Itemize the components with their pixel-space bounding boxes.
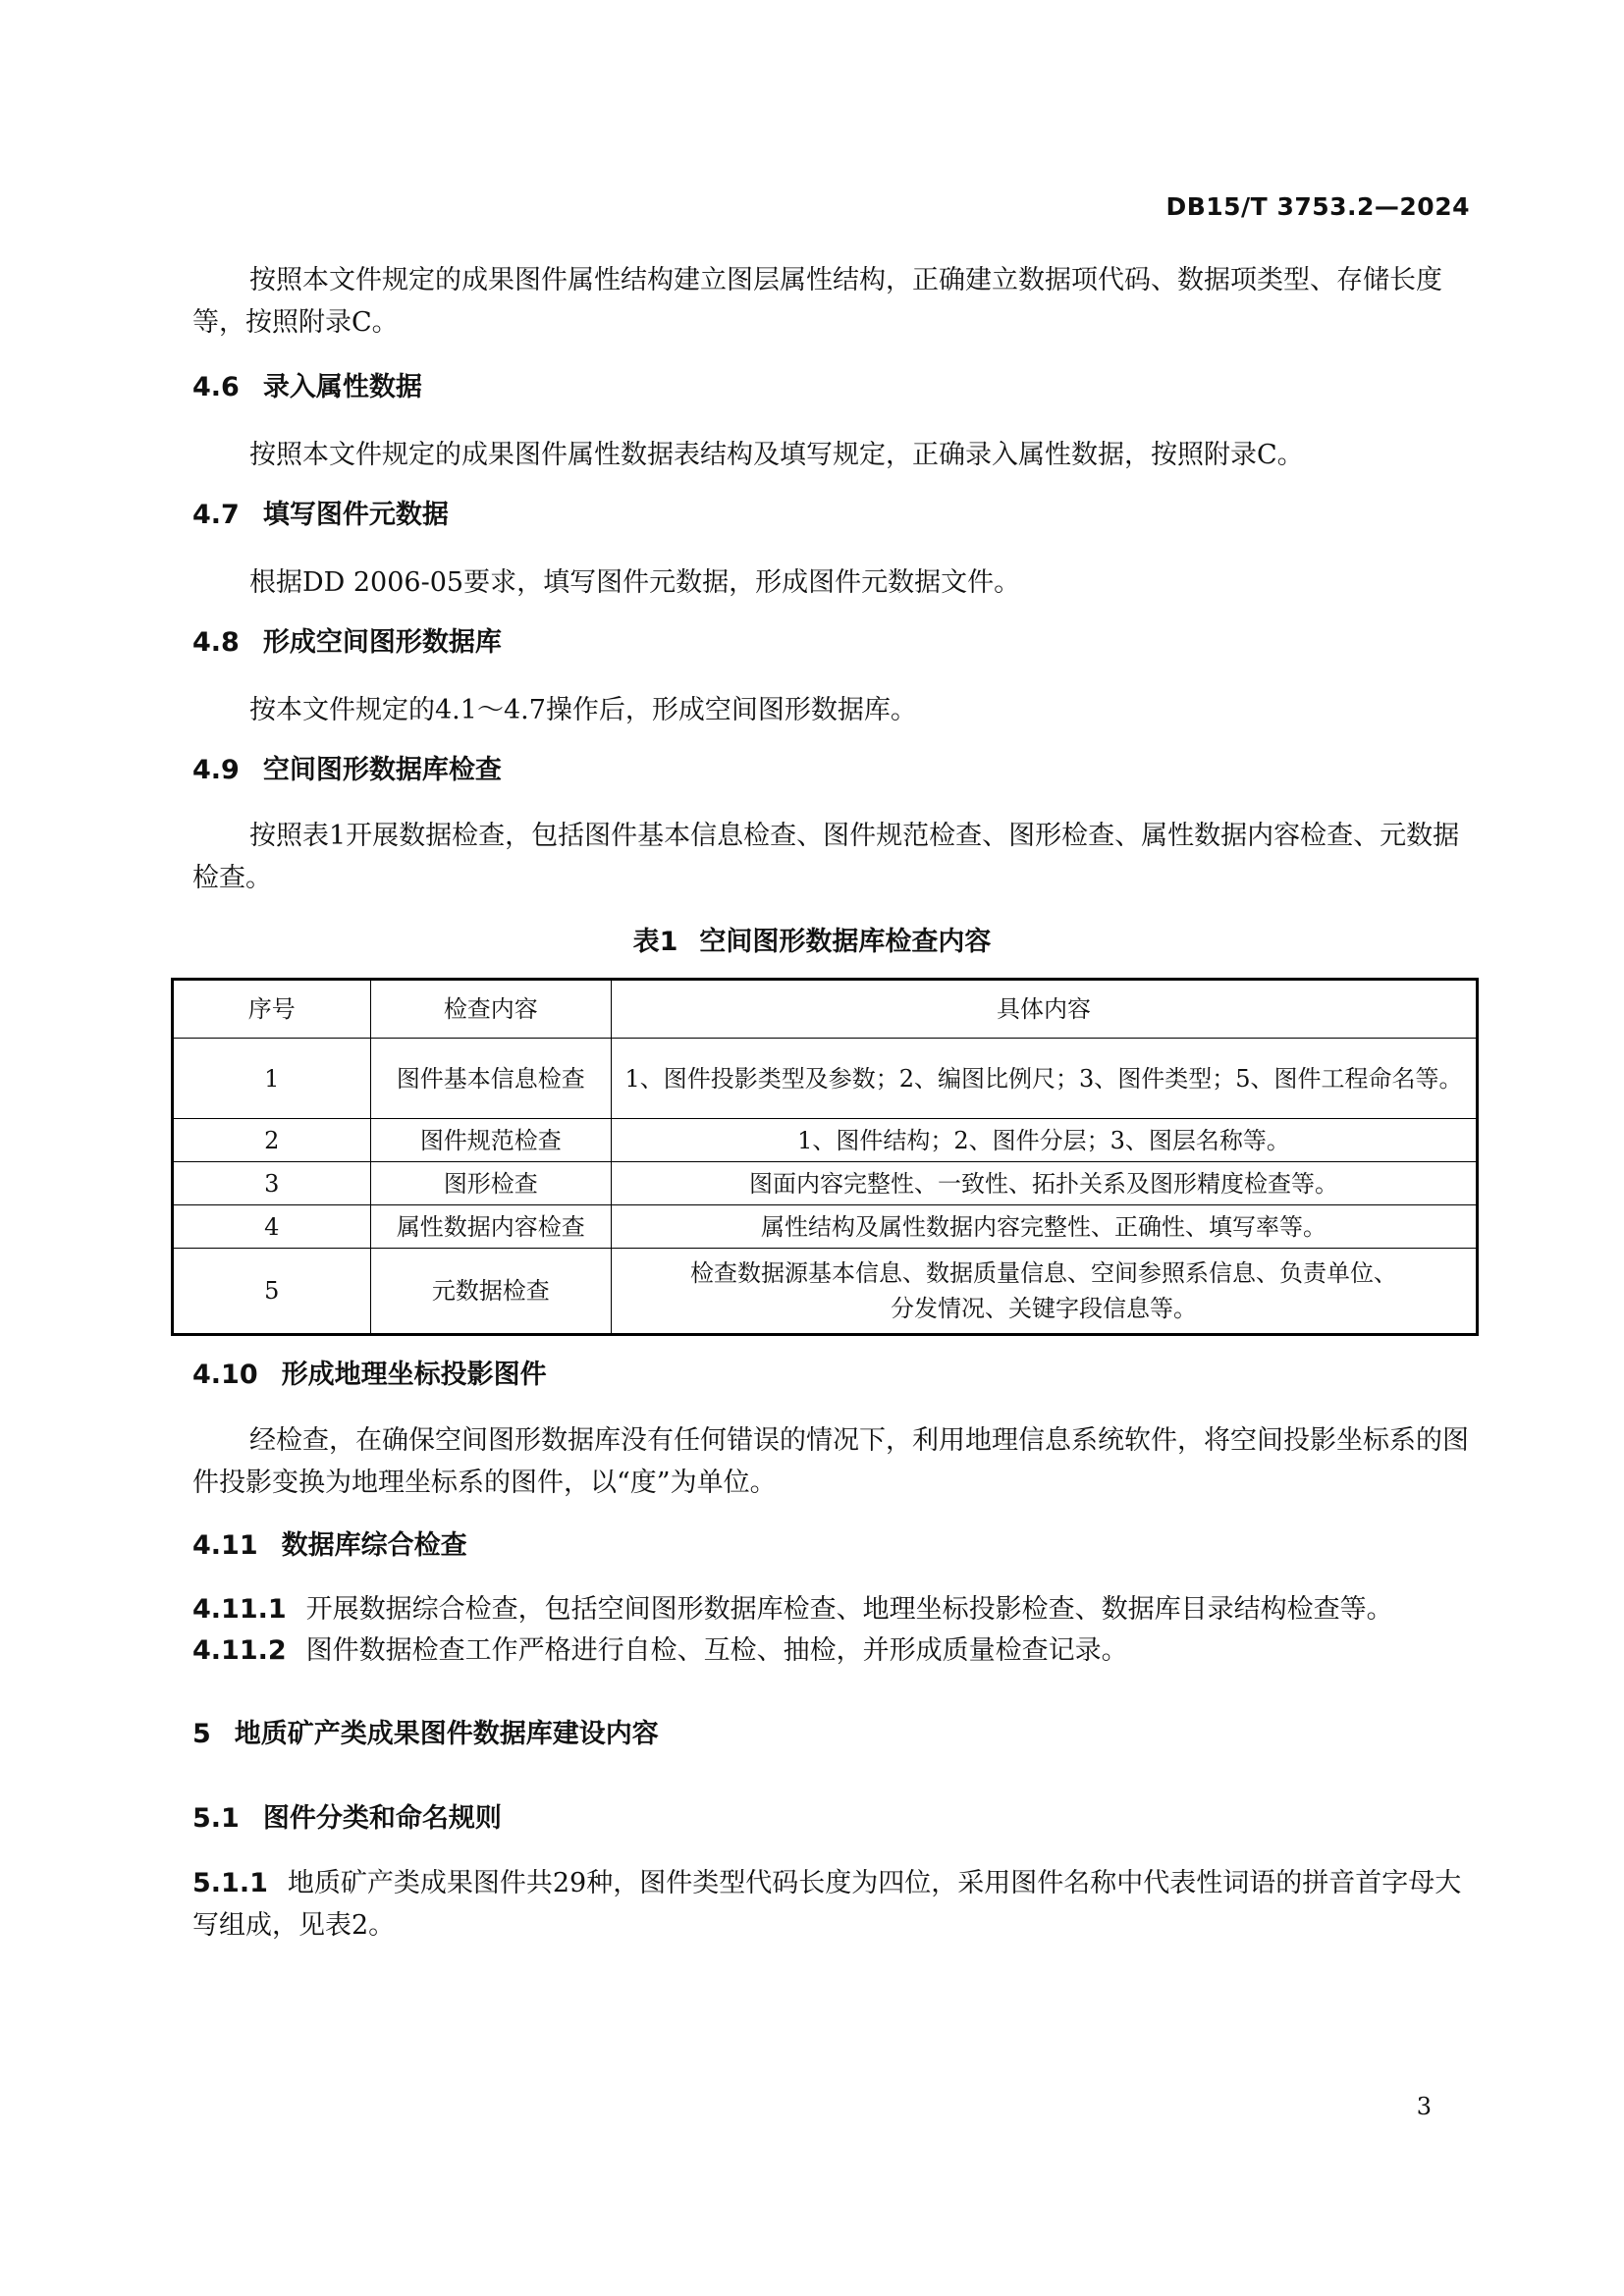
- section-number: 4.7: [192, 500, 240, 530]
- section-number: 4.9: [192, 755, 240, 785]
- clause-4-11-2: [192, 1629, 1479, 1672]
- table-title: 空间图形数据库检查内容: [699, 927, 992, 957]
- section-heading-4-8: [192, 626, 502, 660]
- section-number: 4.10: [192, 1360, 258, 1390]
- section-number: 4.8: [192, 627, 240, 658]
- clause-text: 开展数据综合检查，包括空间图形数据库检查、地理坐标投影检查、数据库目录结构检查等。: [305, 1594, 1393, 1625]
- table-row: [173, 1039, 1478, 1119]
- clause-number: 4.11.2: [192, 1635, 287, 1666]
- table-number: 表1: [632, 927, 678, 957]
- chapter-title: 地质矿产类成果图件数据库建设内容: [234, 1719, 659, 1749]
- section-title: 形成地理坐标投影图件: [281, 1360, 547, 1390]
- section-title: 形成空间图形数据库: [262, 627, 502, 658]
- cell-content-line: 分发情况、关键字段信息等。: [891, 1295, 1198, 1322]
- chapter-number: 5: [192, 1719, 211, 1749]
- cell-item: 图件基本信息检查: [370, 1039, 611, 1119]
- clause-5-1-1: [192, 1862, 1479, 1947]
- section-heading-4-9: [192, 754, 502, 787]
- header-cell-no: 序号: [173, 980, 371, 1039]
- section-body-4-9: 按照表1开展数据检查，包括图件基本信息检查、图件规范检查、图形检查、属性数据内容检查、元数据检查。: [192, 821, 1460, 893]
- cell-item: 属性数据内容检查: [370, 1205, 611, 1249]
- cell-content: 1、图件结构；2、图件分层；3、图层名称等。: [612, 1119, 1478, 1162]
- section-title: 填写图件元数据: [262, 500, 449, 530]
- section-title: 录入属性数据: [262, 372, 422, 402]
- cell-content: 属性结构及属性数据内容完整性、正确性、填写率等。: [612, 1205, 1478, 1249]
- inspection-table: [171, 978, 1479, 1336]
- clause-number: 5.1.1: [192, 1868, 268, 1898]
- section-heading-4-11: [192, 1529, 467, 1563]
- section-body-4-8: 按本文件规定的4.1～4.7操作后，形成空间图形数据库。: [249, 695, 917, 725]
- cell-no: 5: [173, 1249, 371, 1335]
- table-row: [173, 1162, 1478, 1205]
- header-cell-content: 具体内容: [612, 980, 1478, 1039]
- table-row: [173, 1119, 1478, 1162]
- section-number: 5.1: [192, 1803, 240, 1834]
- section-heading-4-6: [192, 371, 422, 404]
- intro-paragraph: 按照本文件规定的成果图件属性结构建立图层属性结构，正确建立数据项代码、数据项类型、存储长度等，按照附录C。: [192, 265, 1442, 338]
- clause-number: 4.11.1: [192, 1594, 287, 1625]
- section-body-4-10: 经检查，在确保空间图形数据库没有任何错误的情况下，利用地理信息系统软件，将空间投影坐标系的图件投影变换为地理坐标系的图件，以“度”为单位。: [192, 1425, 1469, 1498]
- table-row: [173, 1205, 1478, 1249]
- section-title: 数据库综合检查: [281, 1530, 467, 1561]
- clause-text: 地质矿产类成果图件共29种，图件类型代码长度为四位，采用图件名称中代表性词语的拼音首字母大写组成，见表2。: [192, 1868, 1462, 1941]
- cell-item: 元数据检查: [370, 1249, 611, 1335]
- cell-item: 图形检查: [370, 1162, 611, 1205]
- cell-no: 1: [173, 1039, 371, 1119]
- page-number: 3: [1416, 2093, 1432, 2120]
- section-number: 4.6: [192, 372, 240, 402]
- table-row: [173, 1249, 1478, 1335]
- section-title: 空间图形数据库检查: [262, 755, 502, 785]
- document-id: DB15/T 3753.2—2024: [1165, 192, 1470, 221]
- cell-no: 4: [173, 1205, 371, 1249]
- section-heading-4-10: [192, 1359, 547, 1392]
- section-heading-4-7: [192, 499, 449, 532]
- cell-content: 图面内容完整性、一致性、拓扑关系及图形精度检查等。: [612, 1162, 1478, 1205]
- cell-item: 图件规范检查: [370, 1119, 611, 1162]
- cell-no: 3: [173, 1162, 371, 1205]
- cell-content: 1、图件投影类型及参数；2、编图比例尺；3、图件类型；5、图件工程命名等。: [612, 1039, 1478, 1119]
- cell-content: [612, 1249, 1478, 1335]
- table-caption: [0, 920, 1624, 958]
- section-number: 4.11: [192, 1530, 258, 1561]
- chapter-heading-5: [192, 1718, 659, 1751]
- clause-text: 图件数据检查工作严格进行自检、互检、抽检，并形成质量检查记录。: [305, 1635, 1128, 1666]
- table-header-row: [173, 980, 1478, 1039]
- section-heading-5-1: [192, 1802, 502, 1836]
- cell-content-line: 检查数据源基本信息、数据质量信息、空间参照系信息、负责单位、: [690, 1259, 1398, 1287]
- section-title: 图件分类和命名规则: [262, 1803, 502, 1834]
- cell-no: 2: [173, 1119, 371, 1162]
- section-body-4-6: 按照本文件规定的成果图件属性数据表结构及填写规定，正确录入属性数据，按照附录C。: [249, 440, 1304, 470]
- clause-4-11-1: [192, 1588, 1479, 1630]
- section-body-4-7: 根据DD 2006-05要求，填写图件元数据，形成图件元数据文件。: [249, 567, 1021, 598]
- header-cell-item: 检查内容: [370, 980, 611, 1039]
